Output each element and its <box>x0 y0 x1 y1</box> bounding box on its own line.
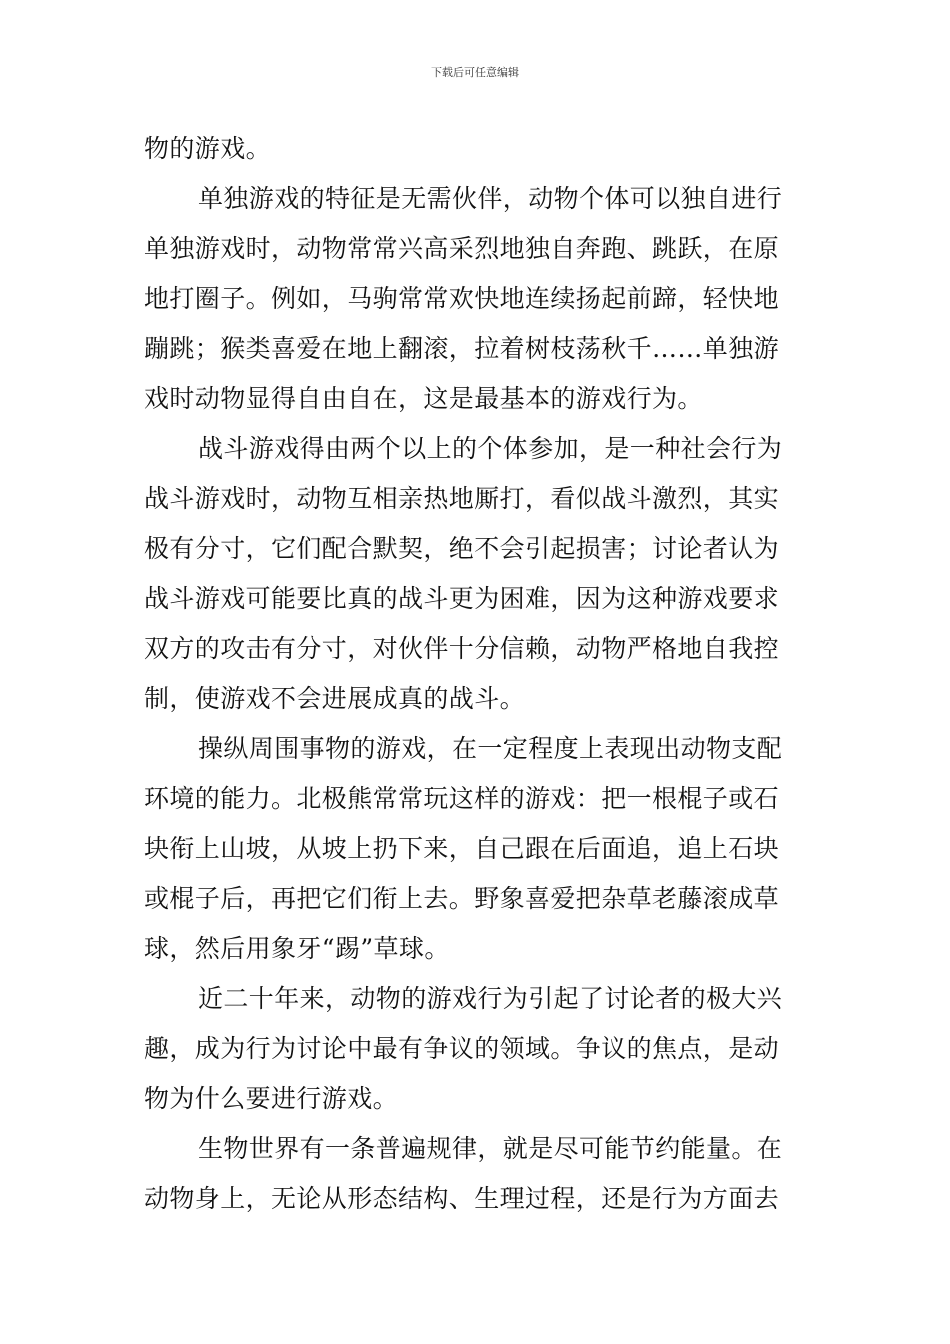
text-line: 环境的能力。北极熊常常玩这样的游戏：把一根棍子或石 <box>144 784 780 813</box>
text-line: 双方的攻击有分寸，对伙伴十分信赖，动物严格地自我控 <box>144 634 780 663</box>
paragraph-start-line: 生物世界有一条普遍规律，就是尽可能节约能量。在 <box>198 1134 783 1163</box>
text-line: 极有分寸，它们配合默契，绝不会引起损害；讨论者认为 <box>144 534 780 563</box>
paragraph-start-line: 单独游戏的特征是无需伙伴，动物个体可以独自进行 <box>198 184 783 213</box>
text-line: 制，使游戏不会进展成真的战斗。 <box>144 684 526 713</box>
text-line: 动物身上，无论从形态结构、生理过程，还是行为方面去 <box>144 1184 780 1213</box>
text-line: 趣，成为行为讨论中最有争议的领域。争议的焦点，是动 <box>144 1034 780 1063</box>
page-header: 下载后可任意编辑 <box>431 66 519 79</box>
paragraph-start-line: 战斗游戏得由两个以上的个体参加，是一种社会行为 <box>198 434 783 463</box>
paragraph-start-line: 操纵周围事物的游戏，在一定程度上表现出动物支配 <box>198 734 783 763</box>
text-line: 战斗游戏时，动物互相亲热地厮打，看似战斗激烈，其实 <box>144 484 780 513</box>
text-line: 球，然后用象牙“踢”草球。 <box>144 934 450 963</box>
text-line: 战斗游戏可能要比真的战斗更为困难，因为这种游戏要求 <box>144 584 780 613</box>
document-body <box>144 124 808 1224</box>
text-line: 戏时动物显得自由自在，这是最基本的游戏行为。 <box>144 384 703 413</box>
text-line: 地打圈子。例如，马驹常常欢快地连续扬起前蹄，轻快地 <box>144 284 780 313</box>
text-line: 物为什么要进行游戏。 <box>144 1084 399 1113</box>
paragraph-start-line: 近二十年来，动物的游戏行为引起了讨论者的极大兴 <box>198 984 783 1013</box>
text-line: 蹦跳；猴类喜爱在地上翻滚，拉着树枝荡秋千……单独游 <box>144 334 780 363</box>
text-line: 块衔上山坡，从坡上扔下来，自己跟在后面追，追上石块 <box>144 834 780 863</box>
text-line: 单独游戏时，动物常常兴高采烈地独自奔跑、跳跃，在原 <box>144 234 780 263</box>
text-line: 物的游戏。 <box>144 134 272 163</box>
text-line: 或棍子后，再把它们衔上去。野象喜爱把杂草老藤滚成草 <box>144 884 780 913</box>
